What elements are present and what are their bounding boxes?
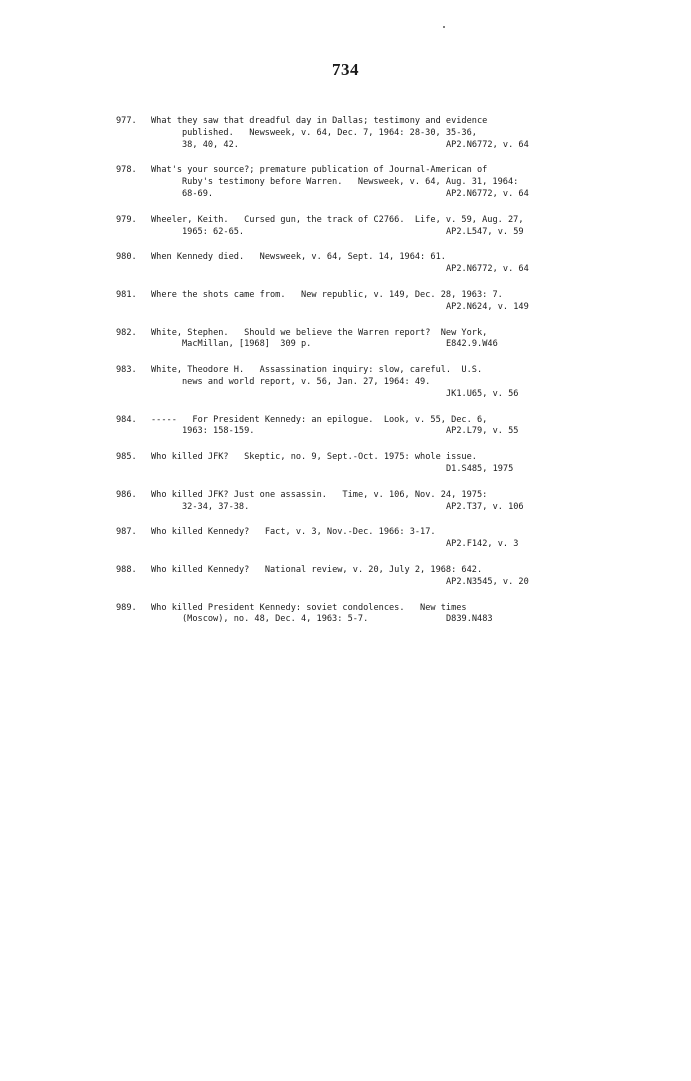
call-number: E842.9.W46 [446, 339, 498, 350]
entry-line: When Kennedy died. Newsweek, v. 64, Sept. 14, 1964: 61. [151, 252, 446, 263]
call-number: JK1.U65, v. 56 [446, 388, 519, 399]
entry-line: ----- For President Kennedy: an epilogue. Look, v. 55, Dec. 6, [151, 414, 488, 425]
entry-line: Ruby's testimony before Warren. Newsweek, v. 64, Aug. 31, 1964: [182, 177, 519, 188]
entry-line-text: 38, 40, 42. [182, 139, 239, 150]
entry-number: 989. [116, 602, 137, 613]
entry-line: news and world report, v. 56, Jan. 27, 1964: 49. [182, 376, 431, 387]
entry-line [0, 302, 691, 314]
entry-line: Who killed President Kennedy: soviet condolences. New times [151, 602, 467, 613]
page-number: 734 [332, 60, 359, 79]
entry-line: Who killed JFK? Just one assassin. Time, v. 106, Nov. 24, 1975: [151, 489, 488, 500]
entry-number: 982. [116, 327, 137, 338]
call-number: D1.S485, 1975 [446, 463, 514, 474]
entry-line [0, 189, 691, 201]
entry-number: 986. [116, 489, 137, 500]
entry-line-text: 32-34, 37-38. [182, 501, 250, 512]
entry-line: Who killed Kennedy? National review, v. 20, July 2, 1968: 642. [151, 564, 483, 575]
call-number: AP2.T37, v. 106 [446, 501, 524, 512]
entry-line-text: 1963: 158-159. [182, 426, 255, 437]
scan-speck [443, 26, 445, 28]
bibliography-list [0, 116, 691, 640]
bibliography-entry [0, 565, 691, 589]
bibliography-entry [0, 328, 691, 352]
entry-line [0, 502, 691, 514]
entry-line: What's your source?; premature publication of Journal-American of [151, 165, 488, 176]
call-number: AP2.L547, v. 59 [446, 226, 524, 237]
entry-line [0, 539, 691, 551]
entry-number: 977. [116, 116, 137, 126]
entry-line: White, Theodore H. Assassination inquiry: slow, careful. U.S. [151, 365, 483, 376]
bibliography-entry [0, 603, 691, 627]
entry-line-text: 1965: 62-65. [182, 226, 245, 237]
call-number: AP2.N6772, v. 64 [446, 264, 529, 275]
entry-line [0, 339, 691, 351]
call-number: AP2.L79, v. 55 [446, 426, 519, 437]
bibliography-entry [0, 252, 691, 276]
entry-number: 978. [116, 165, 137, 176]
bibliography-entry [0, 290, 691, 314]
entry-number: 985. [116, 452, 137, 463]
entry-line [0, 389, 691, 401]
entry-line [0, 227, 691, 239]
entry-line: White, Stephen. Should we believe the Warren report? New York, [151, 327, 488, 338]
bibliography-entry [0, 365, 691, 400]
entry-number: 983. [116, 365, 137, 376]
bibliography-entry [0, 452, 691, 476]
call-number: AP2.N6772, v. 64 [446, 139, 529, 150]
call-number: AP2.F142, v. 3 [446, 539, 519, 550]
entry-number: 979. [116, 214, 137, 225]
entry-line [0, 426, 691, 438]
call-number: AP2.N3545, v. 20 [446, 576, 529, 587]
call-number: D839.N483 [446, 614, 493, 625]
entry-line: Who killed Kennedy? Fact, v. 3, Nov.-Dec. 1966: 3-17. [151, 527, 436, 538]
entry-line-text: MacMillan, [1968] 309 p. [182, 339, 312, 350]
entry-line: Wheeler, Keith. Cursed gun, the track of C2766. Life, v. 59, Aug. 27, [151, 214, 524, 225]
bibliography-entry [0, 165, 691, 200]
bibliography-entry [0, 116, 691, 151]
bibliography-entry [0, 215, 691, 239]
entry-number: 980. [116, 252, 137, 263]
entry-line [0, 264, 691, 276]
entry-line-text: 68-69. [182, 188, 214, 199]
call-number: AP2.N6772, v. 64 [446, 188, 529, 199]
entry-number: 987. [116, 527, 137, 538]
entry-line [0, 577, 691, 589]
entry-line [0, 614, 691, 626]
entry-line [0, 464, 691, 476]
entry-line: published. Newsweek, v. 64, Dec. 7, 1964: 28-30, 35-36, [182, 127, 477, 138]
entry-number: 984. [116, 414, 137, 425]
entry-number: 988. [116, 564, 137, 575]
entry-line-text: (Moscow), no. 48, Dec. 4, 1963: 5-7. [182, 614, 369, 625]
entry-line: What they saw that dreadful day in Dallas; testimony and evidence [151, 116, 488, 126]
bibliography-entry [0, 527, 691, 551]
call-number: AP2.N624, v. 149 [446, 301, 529, 312]
entry-line [0, 140, 691, 152]
entry-line: Where the shots came from. New republic, v. 149, Dec. 28, 1963: 7. [151, 289, 503, 300]
bibliography-entry [0, 490, 691, 514]
bibliography-entry [0, 415, 691, 439]
entry-number: 981. [116, 289, 137, 300]
entry-line: Who killed JFK? Skeptic, no. 9, Sept.-Oct. 1975: whole issue. [151, 452, 477, 463]
